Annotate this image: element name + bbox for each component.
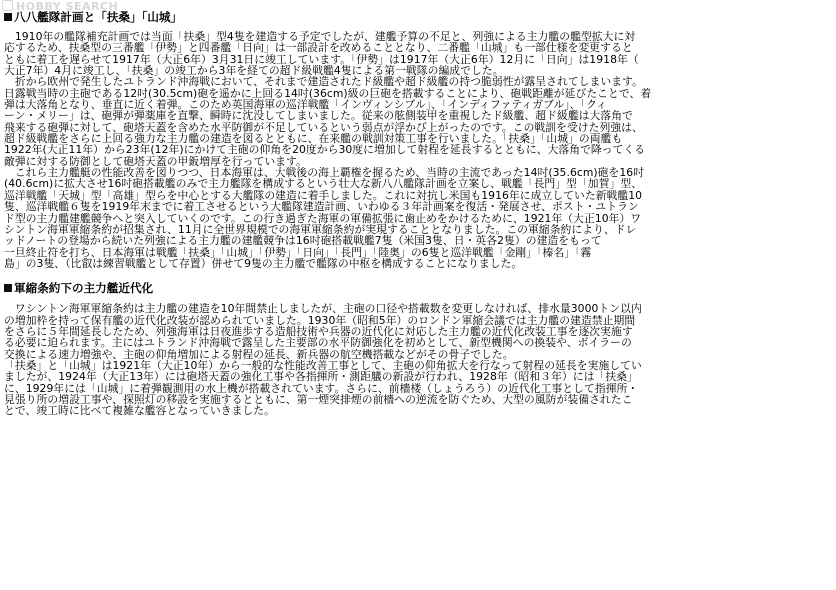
text-line: 一旦終止符を打ち、日本海軍は戦艦「扶桑」「山城」「伊勢」「日向」「長門」「陸奥」の6隻と巡洋戦艦「金剛」「榛名」「霧 xyxy=(4,246,592,258)
text-line: に、1929年には「山城」に着弾観測用の水上機が搭載されています。さらに、前檣楼（しょうろう）の近代化工事として指揮所・ xyxy=(4,382,639,394)
text-line: ワシントン海軍軍縮条約は主力艦の建造を10年間禁止しましたが、主砲の口径や搭載数を変更しなければ、排水量3000トン以内 xyxy=(4,303,642,315)
text-line: 折から欧州で発生したユトランド沖海戦において、それまで建造されたド級艦や超ド級艦の持つ脆弱性が露呈されてしまいます。 xyxy=(4,76,643,88)
document-body xyxy=(4,10,832,417)
paragraph-1 xyxy=(4,31,832,167)
text-line: ともに着工を遅らせて1917年（大正6年）3月31日に竣工しています。「伊勢」は1917年（大正6年）12月に「日向」は1918年（ xyxy=(4,53,639,66)
paragraph-2 xyxy=(4,167,832,269)
text-line: 1922年(大正11年）から23年(12年)にかけて主砲の仰角を20度から30度に増加して射程を延長するとともに、大落角で降ってくる xyxy=(4,144,646,156)
text-line: シントン海軍軍縮条約が招集され、11月に全世界規模での海軍軍縮条約が実現することとなりました。この軍縮条約により、ドレ xyxy=(4,223,637,236)
text-line: 見張り所の増設工事や、探照灯の移設を実施するとともに、第一煙突排煙の前檣への逆流を防ぐため、大型の風防が装備されたこ xyxy=(4,393,633,406)
section-heading-2: 軍縮条約下の主力艦近代化 xyxy=(4,281,832,295)
text-line: ッドノートの登場から続いた列強による主力艦の建艦競争は16吋砲搭載戦艦7隻（米国3隻、日・英各2隻）の建造をもって xyxy=(4,235,602,247)
text-line: 超ド級戦艦をさらに上回る強力な主力艦の建造を図るとともに、在来艦の戦訓対策工事を行いました。「扶桑」「山城」の両艦も xyxy=(4,133,623,145)
text-line: (40.6cm)に拡大させ16吋砲搭載艦のみで主力艦隊を構成するという壮大な新八八艦隊計画を立案し、戦艦「長門」型「加賀」型、 xyxy=(4,178,643,190)
text-line: 弾は大落角となり、垂直に近く着弾。このため英国海軍の巡洋戦艦「インヴィンシブル」、「インディファティガブル」、「クィ xyxy=(4,99,607,111)
paragraph-3 xyxy=(4,303,832,416)
heading-square-icon xyxy=(4,13,12,21)
text-line: る必要に迫られます。主にはユトランド沖海戦で露呈した主要部の水平防御強化を初めとして、新型機関への換装や、ボイラーの xyxy=(4,337,632,349)
watermark-text: HOBBY SEARCH xyxy=(16,0,119,13)
text-line: 敵弾に対する防御として砲塔天蓋の甲鈑増厚を行っています。 xyxy=(4,155,307,168)
text-line: の増加枠を持って保有艦の近代化改装が認められていました。1930年（昭和5年）のロンドン軍縮会議では主力艦の建造禁止期間 xyxy=(4,314,636,326)
text-line: 交換による速力増強や、主砲の仰角増加による射程の延長、新兵器の航空機搭載などがその骨子でした。 xyxy=(4,348,514,360)
text-line: 日露戦当時の主砲である12吋(30.5cm)砲を遥かに上回る14吋(36cm)級の巨砲を搭載することにより、砲戦距離が延びたことで、着 xyxy=(4,87,652,100)
text-line: をさらに５年間延長したため、列強海軍は日夜進歩する造船技術や兵器の近代化に対応した主力艦の近代化改装工事を逐次実施す xyxy=(4,325,633,338)
text-line: ましたが、1924年（大正13年）には砲塔天蓋の強化工事や各指揮所・測距艤の新設が行われ、1928年（昭和３年）には「扶桑」 xyxy=(4,371,638,383)
text-line: 1910年の艦隊補充計画では当面「扶桑」型4隻を建造する予定でしたが、建艦予算の不足と、列強による主力艦の艦型拡大に対 xyxy=(4,31,636,43)
text-line: とで、竣工時に比べて複雑な艦容となっていきました。 xyxy=(4,405,275,417)
text-line: 隻、巡洋戦艦６隻を1919年末までに着工させるという大艦隊建造計画、いわゆる３年計画案を復活・発展させ、ポスト・ユトラン xyxy=(4,201,639,213)
text-line: 巡洋戦艦「天城」型「高雄」型らを中心とする大艦隊の建造に着手しました。これに対抗し米国も1916年に成立していた新戦艦10 xyxy=(4,189,643,202)
text-line: 「扶桑」と「山城」は1921年（大正10年）から一般的な性能改善工事として、主砲の仰角拡大を行なって射程の延長を実施してい xyxy=(4,359,642,372)
text-line: 島」の3隻、（比叡は練習戦艦として存置）併せて9隻の主力艦で艦隊の中枢を構成することになりました。 xyxy=(4,257,523,270)
section-heading-1: 八八艦隊計画と「扶桑」「山城」 xyxy=(4,10,832,24)
heading-square-icon xyxy=(4,284,12,292)
text-line: ーン・メリー」は、砲弾が弾薬庫を直撃、瞬時に沈没してしまいました。従来の舷側装甲を重視したド級艦、超ド級艦は大落角で xyxy=(4,110,633,122)
text-line: 応するため、扶桑型の三番艦「伊勢」と四番艦「日向」は一部設計を改めることとなり、二番艦「山城」も一部仕様を変更すると xyxy=(4,42,633,54)
text-line: ド型の主力艦建艦競争へと突入していくのです。この行き過ぎた海軍の軍備拡張に歯止めをかけるために、1921年（大正10年）ワ xyxy=(4,212,642,224)
text-line: これら主力艦艇の性能改善を図りつつ、日本海軍は、大戦後の海上覇権を握るため、当時の主流であった14吋(35.6cm)砲を16吋 xyxy=(4,167,645,179)
text-line: 飛来する砲弾に対して、砲塔天蓋を含めた水平防御が不足しているという弱点が浮かび上がったのです。この戦訓を受けた列強は、 xyxy=(4,121,643,134)
text-line: 大正7年）4月に竣工し、「扶桑」の竣工から3年を経ての超ド級戦艦4隻による第一戦隊の編成でした。 xyxy=(4,65,504,77)
